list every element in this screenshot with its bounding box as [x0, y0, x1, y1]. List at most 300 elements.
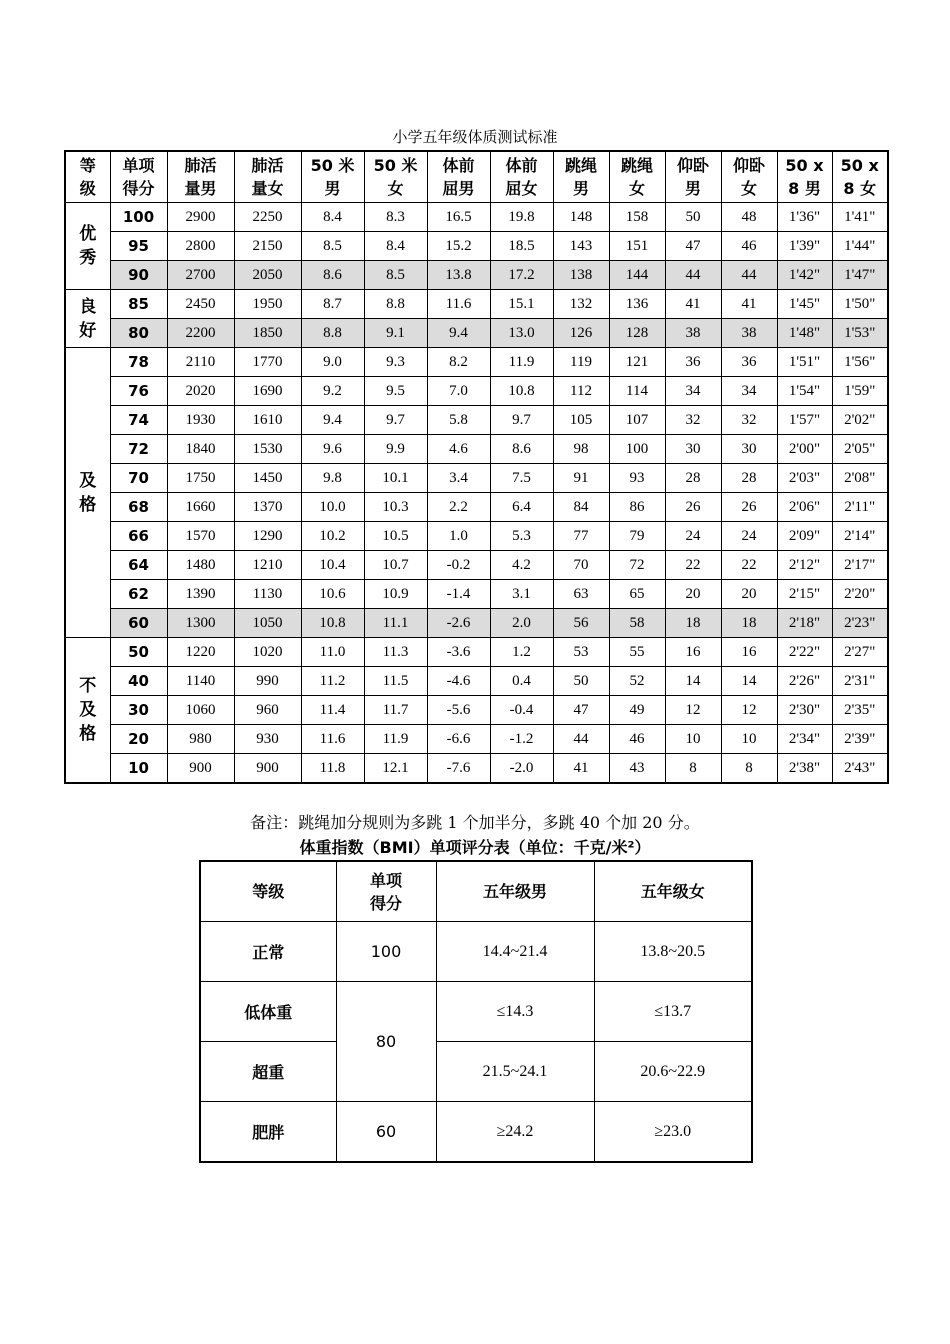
value-cell: 7.0	[427, 377, 490, 406]
value-cell: 8.3	[364, 203, 427, 232]
value-cell: 11.6	[301, 725, 364, 754]
value-cell: 36	[665, 348, 721, 377]
grade-label-char: 优	[79, 224, 97, 244]
value-cell: 11.4	[301, 696, 364, 725]
score-cell: 50	[110, 638, 167, 667]
value-cell: 1'45"	[777, 290, 832, 319]
value-cell: 18	[665, 609, 721, 638]
column-header-line: 量女	[251, 179, 284, 198]
value-cell: 46	[609, 725, 665, 754]
value-cell: 1750	[167, 464, 234, 493]
score-cell: 80	[110, 319, 167, 348]
value-cell: 158	[609, 203, 665, 232]
value-cell: 1390	[167, 580, 234, 609]
value-cell: 13.0	[490, 319, 553, 348]
value-cell: 4.2	[490, 551, 553, 580]
score-cell: 90	[110, 261, 167, 290]
table-row	[65, 464, 888, 493]
value-cell: 960	[234, 696, 301, 725]
value-cell: 9.9	[364, 435, 427, 464]
grade-cell	[65, 203, 110, 290]
grade-label-char: 不	[79, 676, 97, 696]
value-cell: 9.8	[301, 464, 364, 493]
bmi-score: 80	[336, 982, 436, 1102]
value-cell: 16	[665, 638, 721, 667]
value-cell: 2'30"	[777, 696, 832, 725]
column-header-line: 肺活	[251, 156, 284, 175]
value-cell: 100	[609, 435, 665, 464]
value-cell: 41	[665, 290, 721, 319]
table-row	[65, 580, 888, 609]
value-cell: 70	[553, 551, 609, 580]
column-header-line: 男	[572, 179, 589, 198]
value-cell: 2800	[167, 232, 234, 261]
column-header-line: 等	[79, 156, 96, 175]
value-cell: 1570	[167, 522, 234, 551]
column-header	[167, 151, 234, 203]
column-header-line: 体前	[442, 156, 475, 175]
score-cell: 10	[110, 754, 167, 784]
column-header	[364, 151, 427, 203]
value-cell: 2'17"	[832, 551, 888, 580]
value-cell: 9.7	[364, 406, 427, 435]
value-cell: 11.8	[301, 754, 364, 784]
grade-label-char: 良	[79, 296, 97, 317]
bmi-header-score	[336, 861, 436, 922]
value-cell: -4.6	[427, 667, 490, 696]
value-cell: 2'14"	[832, 522, 888, 551]
footnote: 备注：跳绳加分规则为多跳 1 个加半分，多跳 40 个加 20 分。	[250, 813, 700, 832]
value-cell: 10.3	[364, 493, 427, 522]
bmi-male-range: ≥24.2	[436, 1102, 594, 1163]
value-cell: 930	[234, 725, 301, 754]
value-cell: 11.7	[364, 696, 427, 725]
column-header	[234, 151, 301, 203]
bmi-grade-label: 超重	[200, 1042, 336, 1102]
score-cell: 30	[110, 696, 167, 725]
score-cell: 64	[110, 551, 167, 580]
value-cell: 980	[167, 725, 234, 754]
value-cell: 41	[553, 754, 609, 784]
value-cell: 12.1	[364, 754, 427, 784]
table-row	[65, 696, 888, 725]
score-cell: 76	[110, 377, 167, 406]
value-cell: 1'39"	[777, 232, 832, 261]
value-cell: 14	[665, 667, 721, 696]
value-cell: 11.0	[301, 638, 364, 667]
value-cell: -0.2	[427, 551, 490, 580]
value-cell: 56	[553, 609, 609, 638]
value-cell: 1'48"	[777, 319, 832, 348]
value-cell: 1140	[167, 667, 234, 696]
column-header	[777, 151, 832, 203]
value-cell: 1050	[234, 609, 301, 638]
value-cell: 11.3	[364, 638, 427, 667]
value-cell: -2.6	[427, 609, 490, 638]
value-cell: 8.4	[364, 232, 427, 261]
value-cell: 144	[609, 261, 665, 290]
value-cell: 128	[609, 319, 665, 348]
value-cell: 1770	[234, 348, 301, 377]
value-cell: 16.5	[427, 203, 490, 232]
score-cell: 20	[110, 725, 167, 754]
value-cell: 2150	[234, 232, 301, 261]
value-cell: 0.4	[490, 667, 553, 696]
value-cell: 6.4	[490, 493, 553, 522]
value-cell: 2'39"	[832, 725, 888, 754]
value-cell: 143	[553, 232, 609, 261]
value-cell: 2'09"	[777, 522, 832, 551]
bmi-header-grade: 等级	[200, 861, 336, 922]
score-cell: 78	[110, 348, 167, 377]
column-header-line: 得分	[122, 179, 155, 198]
score-cell: 60	[110, 609, 167, 638]
column-header-line: 50 x	[840, 156, 879, 175]
column-header	[609, 151, 665, 203]
bmi-header-row	[200, 861, 752, 922]
value-cell: 1'47"	[832, 261, 888, 290]
table-row	[65, 348, 888, 377]
value-cell: 55	[609, 638, 665, 667]
value-cell: 8.5	[364, 261, 427, 290]
value-cell: 16	[721, 638, 777, 667]
value-cell: 10.1	[364, 464, 427, 493]
value-cell: -0.4	[490, 696, 553, 725]
score-cell: 72	[110, 435, 167, 464]
score-cell: 70	[110, 464, 167, 493]
value-cell: 151	[609, 232, 665, 261]
value-cell: 1850	[234, 319, 301, 348]
value-cell: 9.4	[301, 406, 364, 435]
value-cell: 50	[553, 667, 609, 696]
bmi-header-score-line: 单项	[369, 870, 402, 890]
score-cell: 62	[110, 580, 167, 609]
value-cell: 2'31"	[832, 667, 888, 696]
value-cell: 9.4	[427, 319, 490, 348]
value-cell: 20	[721, 580, 777, 609]
value-cell: 11.9	[364, 725, 427, 754]
value-cell: 2'43"	[832, 754, 888, 784]
value-cell: 1060	[167, 696, 234, 725]
value-cell: 1'36"	[777, 203, 832, 232]
value-cell: 1'51"	[777, 348, 832, 377]
value-cell: 1'42"	[777, 261, 832, 290]
value-cell: 107	[609, 406, 665, 435]
column-header-line: 女	[387, 179, 404, 198]
value-cell: 10.0	[301, 493, 364, 522]
value-cell: 1'41"	[832, 203, 888, 232]
value-cell: 2200	[167, 319, 234, 348]
value-cell: -7.6	[427, 754, 490, 784]
bmi-row	[200, 982, 752, 1042]
value-cell: 14	[721, 667, 777, 696]
grade-label-char: 格	[79, 724, 97, 744]
value-cell: 2'27"	[832, 638, 888, 667]
value-cell: 53	[553, 638, 609, 667]
value-cell: 10.9	[364, 580, 427, 609]
grade-cell	[65, 348, 110, 638]
value-cell: 18.5	[490, 232, 553, 261]
score-cell: 40	[110, 667, 167, 696]
bmi-grade-label: 肥胖	[200, 1102, 336, 1163]
bmi-grade-label: 低体重	[200, 982, 336, 1042]
value-cell: 990	[234, 667, 301, 696]
value-cell: 900	[167, 754, 234, 784]
value-cell: 9.0	[301, 348, 364, 377]
value-cell: 1220	[167, 638, 234, 667]
value-cell: 2'38"	[777, 754, 832, 784]
value-cell: 126	[553, 319, 609, 348]
value-cell: 900	[234, 754, 301, 784]
column-header-line: 女	[740, 179, 757, 198]
value-cell: 9.7	[490, 406, 553, 435]
table-header-row	[65, 151, 888, 203]
value-cell: 44	[553, 725, 609, 754]
value-cell: 1130	[234, 580, 301, 609]
column-header-line: 50 x	[785, 156, 824, 175]
grade-label-char: 格	[79, 494, 97, 515]
bmi-female-range: ≤13.7	[594, 982, 752, 1042]
value-cell: 44	[665, 261, 721, 290]
bmi-header-female: 五年级女	[594, 861, 752, 922]
value-cell: 10.5	[364, 522, 427, 551]
value-cell: 2'00"	[777, 435, 832, 464]
score-cell: 74	[110, 406, 167, 435]
value-cell: 105	[553, 406, 609, 435]
value-cell: 50	[665, 203, 721, 232]
value-cell: 2.2	[427, 493, 490, 522]
value-cell: 1840	[167, 435, 234, 464]
value-cell: -5.6	[427, 696, 490, 725]
column-header-line: 肺活	[184, 156, 217, 175]
column-header	[65, 151, 110, 203]
value-cell: 1480	[167, 551, 234, 580]
value-cell: 30	[721, 435, 777, 464]
value-cell: 112	[553, 377, 609, 406]
value-cell: 2'11"	[832, 493, 888, 522]
column-header-line: 量男	[184, 179, 217, 198]
column-header	[427, 151, 490, 203]
value-cell: 10.8	[301, 609, 364, 638]
column-header-line: 仰卧	[676, 156, 709, 175]
value-cell: 26	[665, 493, 721, 522]
value-cell: 2'06"	[777, 493, 832, 522]
value-cell: 4.6	[427, 435, 490, 464]
value-cell: 11.5	[364, 667, 427, 696]
grade-label-char: 秀	[79, 248, 97, 268]
value-cell: 8.6	[301, 261, 364, 290]
value-cell: 63	[553, 580, 609, 609]
value-cell: 119	[553, 348, 609, 377]
value-cell: 38	[665, 319, 721, 348]
value-cell: 1210	[234, 551, 301, 580]
bmi-grade-label: 正常	[200, 922, 336, 982]
value-cell: 91	[553, 464, 609, 493]
value-cell: 38	[721, 319, 777, 348]
value-cell: 8.2	[427, 348, 490, 377]
value-cell: 1370	[234, 493, 301, 522]
value-cell: 1950	[234, 290, 301, 319]
value-cell: 2250	[234, 203, 301, 232]
value-cell: 10.8	[490, 377, 553, 406]
value-cell: 138	[553, 261, 609, 290]
bmi-male-range: 21.5~24.1	[436, 1042, 594, 1102]
value-cell: 15.1	[490, 290, 553, 319]
value-cell: 10	[665, 725, 721, 754]
score-cell: 95	[110, 232, 167, 261]
grade-label-char: 及	[79, 700, 97, 720]
bmi-female-range: ≥23.0	[594, 1102, 752, 1163]
value-cell: 2'18"	[777, 609, 832, 638]
value-cell: 34	[721, 377, 777, 406]
value-cell: 47	[665, 232, 721, 261]
value-cell: 2020	[167, 377, 234, 406]
column-header	[553, 151, 609, 203]
value-cell: 11.2	[301, 667, 364, 696]
value-cell: 28	[721, 464, 777, 493]
value-cell: 28	[665, 464, 721, 493]
grade-label-char: 好	[79, 320, 97, 341]
table-row	[65, 522, 888, 551]
value-cell: 2450	[167, 290, 234, 319]
value-cell: 72	[609, 551, 665, 580]
value-cell: 2'35"	[832, 696, 888, 725]
value-cell: 9.5	[364, 377, 427, 406]
bmi-header-score-line: 得分	[369, 893, 402, 913]
value-cell: 2'05"	[832, 435, 888, 464]
value-cell: 98	[553, 435, 609, 464]
value-cell: 49	[609, 696, 665, 725]
column-header-line: 50 米	[373, 156, 418, 175]
value-cell: 3.1	[490, 580, 553, 609]
column-header-line: 50 米	[310, 156, 355, 175]
table-row	[65, 435, 888, 464]
column-header-line: 级	[79, 179, 96, 198]
bmi-row	[200, 922, 752, 982]
value-cell: 22	[721, 551, 777, 580]
value-cell: -2.0	[490, 754, 553, 784]
column-header-line: 8 女	[843, 179, 877, 198]
value-cell: 8.8	[301, 319, 364, 348]
value-cell: 8	[665, 754, 721, 784]
table-row	[65, 203, 888, 232]
column-header-line: 跳绳	[620, 156, 653, 175]
value-cell: 12	[721, 696, 777, 725]
value-cell: 148	[553, 203, 609, 232]
value-cell: 1450	[234, 464, 301, 493]
table-row	[65, 232, 888, 261]
column-header-line: 女	[628, 179, 645, 198]
table-row	[65, 290, 888, 319]
value-cell: 10.2	[301, 522, 364, 551]
value-cell: 93	[609, 464, 665, 493]
value-cell: 7.5	[490, 464, 553, 493]
table-row	[65, 609, 888, 638]
table-row	[65, 406, 888, 435]
value-cell: 48	[721, 203, 777, 232]
value-cell: 2050	[234, 261, 301, 290]
value-cell: 1.2	[490, 638, 553, 667]
value-cell: 2'15"	[777, 580, 832, 609]
value-cell: 1530	[234, 435, 301, 464]
value-cell: 9.2	[301, 377, 364, 406]
value-cell: 10.7	[364, 551, 427, 580]
value-cell: 22	[665, 551, 721, 580]
value-cell: 8.5	[301, 232, 364, 261]
score-cell: 66	[110, 522, 167, 551]
column-header	[665, 151, 721, 203]
value-cell: 9.1	[364, 319, 427, 348]
column-header-line: 跳绳	[564, 156, 597, 175]
bmi-table	[199, 860, 753, 1163]
value-cell: 1'53"	[832, 319, 888, 348]
value-cell: 10.6	[301, 580, 364, 609]
value-cell: 2'20"	[832, 580, 888, 609]
score-cell: 68	[110, 493, 167, 522]
table-row	[65, 493, 888, 522]
value-cell: 19.8	[490, 203, 553, 232]
value-cell: -1.2	[490, 725, 553, 754]
column-header-line: 仰卧	[732, 156, 765, 175]
value-cell: 8.4	[301, 203, 364, 232]
column-header-line: 单项	[122, 156, 155, 175]
value-cell: -1.4	[427, 580, 490, 609]
value-cell: 32	[721, 406, 777, 435]
grade-label-char: 及	[79, 470, 97, 491]
score-cell: 100	[110, 203, 167, 232]
value-cell: 5.3	[490, 522, 553, 551]
value-cell: 1300	[167, 609, 234, 638]
value-cell: 1290	[234, 522, 301, 551]
value-cell: 9.3	[364, 348, 427, 377]
value-cell: 1'54"	[777, 377, 832, 406]
value-cell: 2110	[167, 348, 234, 377]
grade-cell	[65, 638, 110, 784]
table-row	[65, 551, 888, 580]
value-cell: 2'12"	[777, 551, 832, 580]
table-row	[65, 261, 888, 290]
value-cell: 1930	[167, 406, 234, 435]
value-cell: 10	[721, 725, 777, 754]
value-cell: 65	[609, 580, 665, 609]
value-cell: 46	[721, 232, 777, 261]
value-cell: 1'57"	[777, 406, 832, 435]
column-header	[721, 151, 777, 203]
fitness-standard-table	[64, 150, 889, 784]
value-cell: 9.6	[301, 435, 364, 464]
value-cell: 1'44"	[832, 232, 888, 261]
bmi-female-range: 20.6~22.9	[594, 1042, 752, 1102]
value-cell: 2700	[167, 261, 234, 290]
column-header	[832, 151, 888, 203]
value-cell: 44	[721, 261, 777, 290]
value-cell: 18	[721, 609, 777, 638]
value-cell: 2'34"	[777, 725, 832, 754]
value-cell: 43	[609, 754, 665, 784]
value-cell: 11.6	[427, 290, 490, 319]
value-cell: 36	[721, 348, 777, 377]
value-cell: 114	[609, 377, 665, 406]
value-cell: 8.8	[364, 290, 427, 319]
bmi-male-range: ≤14.3	[436, 982, 594, 1042]
value-cell: 2900	[167, 203, 234, 232]
table-row	[65, 667, 888, 696]
bmi-row	[200, 1102, 752, 1163]
table-row	[65, 377, 888, 406]
value-cell: 1020	[234, 638, 301, 667]
value-cell: 47	[553, 696, 609, 725]
bmi-score: 60	[336, 1102, 436, 1163]
